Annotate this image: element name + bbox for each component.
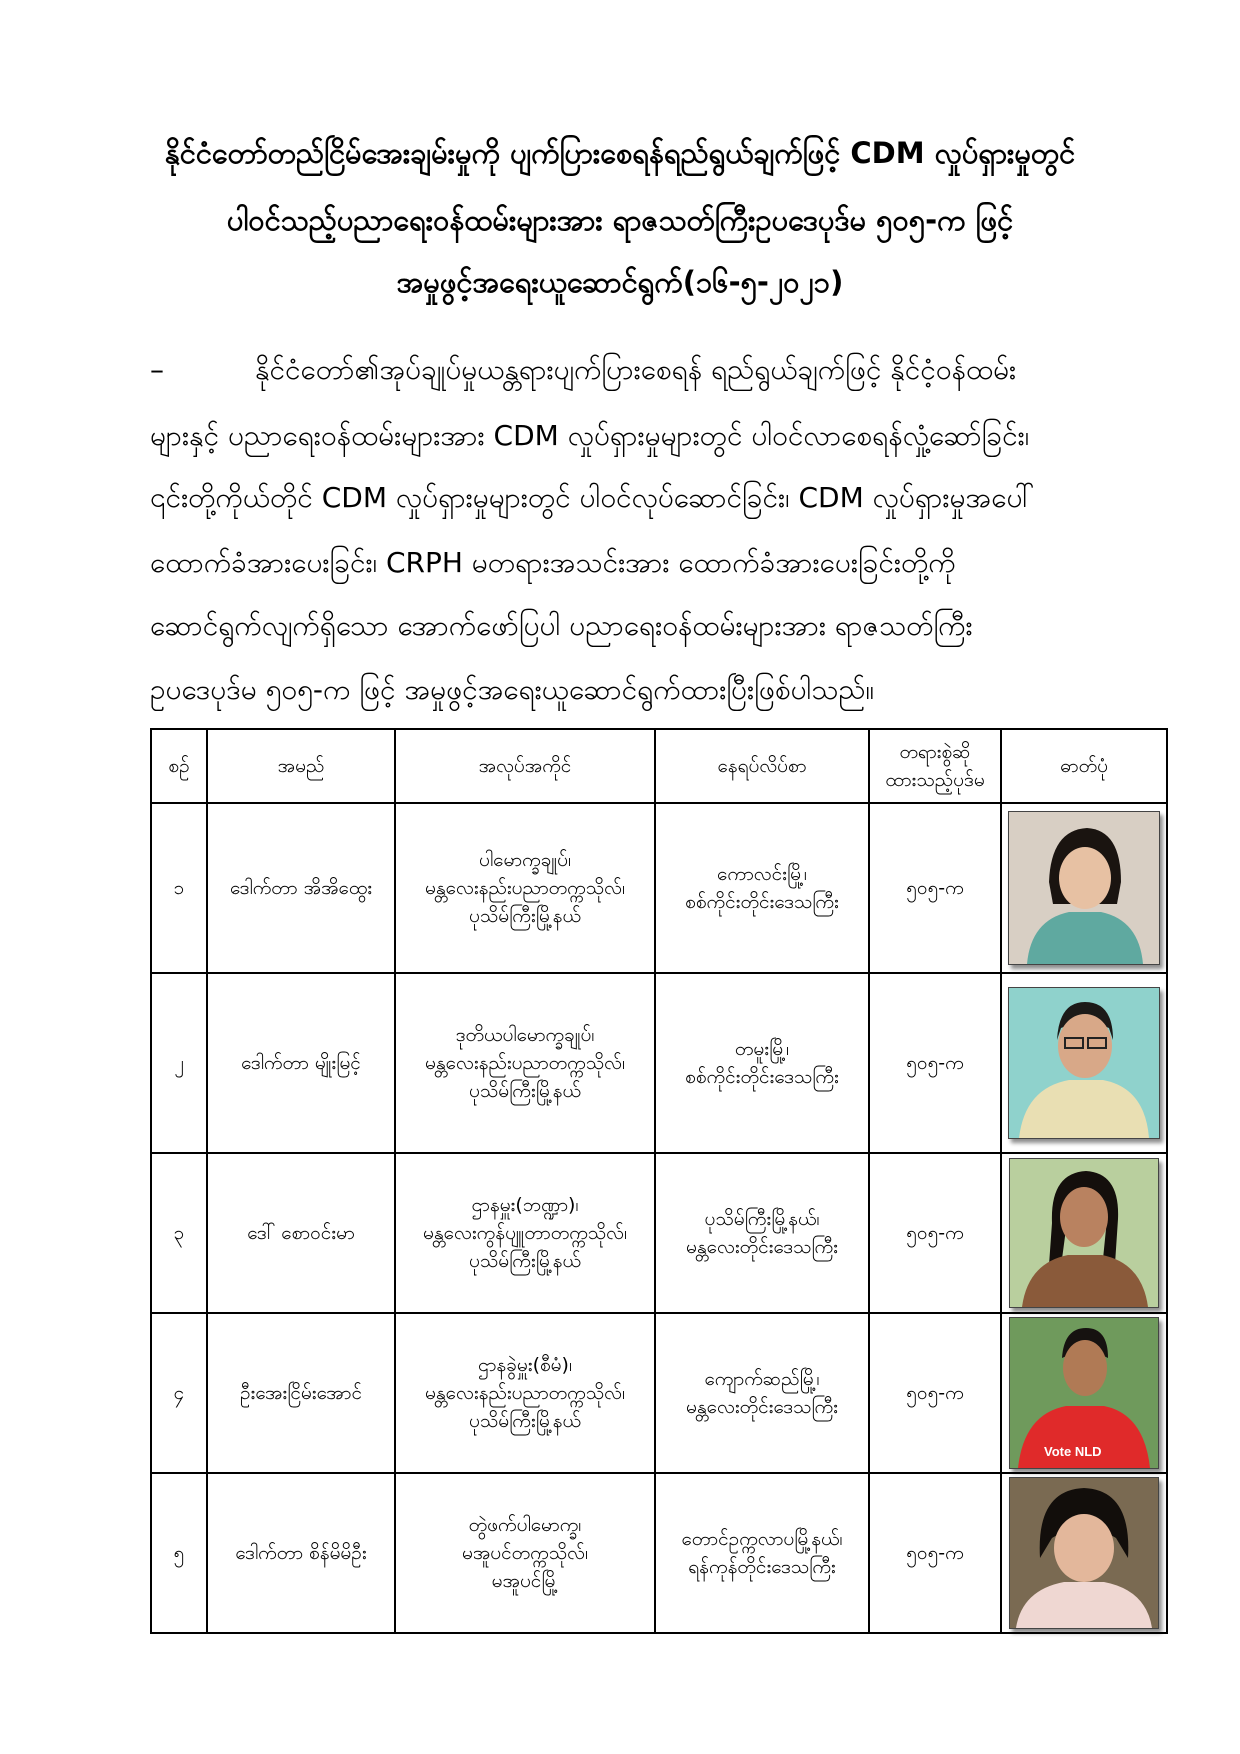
address-line: မန္တလေးတိုင်းဒေသကြီး bbox=[686, 1236, 838, 1258]
cell-position bbox=[395, 1153, 655, 1313]
position-line: ပုသိမ်ကြီးမြို့နယ် bbox=[469, 1410, 581, 1432]
cell-address bbox=[655, 1473, 869, 1633]
cell-name: ဦးအေးငြိမ်းအောင် bbox=[207, 1313, 395, 1473]
intro-dash: – bbox=[150, 353, 164, 386]
position-line: ဒုတိယပါမောက္ခချုပ်၊ bbox=[455, 1024, 595, 1046]
header-section bbox=[869, 729, 1001, 803]
cell-photo bbox=[1001, 1313, 1167, 1473]
header-name: အမည် bbox=[207, 729, 395, 803]
address-line: မန္တလေးတိုင်းဒေသကြီး bbox=[686, 1396, 838, 1418]
cell-no: ၄ bbox=[151, 1313, 207, 1473]
cell-photo bbox=[1001, 1473, 1167, 1633]
address-line: ကျောက်ဆည်မြို့၊ bbox=[704, 1368, 820, 1390]
paragraph-line-4: ထောက်ခံအားပေးခြင်း၊ CRPH မတရားအသင်းအား ထောက်ခံအားပေးခြင်းတို့ကို bbox=[150, 546, 956, 579]
address-line: တောင်ဥက္ကလာပမြို့နယ်၊ bbox=[681, 1528, 843, 1550]
photo-face bbox=[1059, 847, 1111, 909]
cell-name: ဒေါ် စောဝင်းမာ bbox=[207, 1153, 395, 1313]
cell-address bbox=[655, 1313, 869, 1473]
cell-section: ၅၀၅-က bbox=[869, 1153, 1001, 1313]
position-line: မအူပင်တက္ကသိုလ်၊ bbox=[462, 1542, 588, 1564]
position-line: ဌာနခွဲမှူး(စီမံ)၊ bbox=[478, 1354, 572, 1376]
header-no: စဉ် bbox=[151, 729, 207, 803]
cell-position bbox=[395, 1313, 655, 1473]
cell-no: ၂ bbox=[151, 973, 207, 1153]
address-line: ရန်ကုန်တိုင်းဒေသကြီး bbox=[688, 1556, 836, 1578]
position-line: မန္တလေးနည်းပညာတက္ကသိုလ်၊ bbox=[425, 877, 625, 899]
cell-address bbox=[655, 803, 869, 973]
page-title-line-3: အမှုဖွင့်အရေးယူဆောင်ရွက်(၁၆-၅-၂၀၂၁) bbox=[396, 265, 844, 299]
cell-no: ၁ bbox=[151, 803, 207, 973]
position-line: ပုသိမ်ကြီးမြို့နယ် bbox=[469, 1080, 581, 1102]
table-row bbox=[151, 1473, 1167, 1633]
address-line: စစ်ကိုင်းတိုင်းဒေသကြီး bbox=[685, 891, 839, 913]
position-line: ဌာနမှူး(ဘဏ္ဍာ)၊ bbox=[471, 1194, 579, 1216]
cell-section: ၅၀၅-က bbox=[869, 973, 1001, 1153]
position-line: မန္တလေးနည်းပညာတက္ကသိုလ်၊ bbox=[425, 1382, 625, 1404]
cell-no: ၃ bbox=[151, 1153, 207, 1313]
cell-photo bbox=[1001, 1153, 1167, 1313]
paragraph-line-5: ဆောင်ရွက်လျက်ရှိသော အောက်ဖော်ပြပါ ပညာရေးဝန်ထမ်းများအား ရာဇသတ်ကြီး bbox=[150, 609, 973, 642]
photo-face bbox=[1063, 1340, 1107, 1396]
paragraph-line-3: ၎င်းတို့ကိုယ်တိုင် CDM လှုပ်ရှားမှုများတွင် ပါဝင်လုပ်ဆောင်ခြင်း၊ CDM လှုပ်ရှားမှုအပေါ် bbox=[150, 481, 1036, 514]
cell-section: ၅၀၅-က bbox=[869, 803, 1001, 973]
header-section-line-1: တရားစွဲဆို bbox=[899, 741, 971, 763]
portrait-photo bbox=[1009, 1317, 1159, 1469]
cell-name: ဒေါက်တာ မျိုးမြင့် bbox=[207, 973, 395, 1153]
table-row bbox=[151, 973, 1167, 1153]
address-line: စစ်ကိုင်းတိုင်းဒေသကြီး bbox=[685, 1066, 839, 1088]
header-address: နေရပ်လိပ်စာ bbox=[655, 729, 869, 803]
page-title-line-2: ပါဝင်သည့်ပညာရေးဝန်ထမ်းများအား ရာဇသတ်ကြီးဥပဒေပုဒ်မ ၅၀၅-က ဖြင့် bbox=[226, 203, 1014, 237]
cell-position bbox=[395, 1473, 655, 1633]
position-line: ပုသိမ်ကြီးမြို့နယ် bbox=[469, 1250, 581, 1272]
cell-address bbox=[655, 973, 869, 1153]
accused-staff-table bbox=[150, 728, 1168, 1634]
cell-photo bbox=[1001, 803, 1167, 973]
portrait-photo bbox=[1009, 1477, 1159, 1629]
photo-face bbox=[1054, 1514, 1114, 1582]
header-position: အလုပ်အကိုင် bbox=[395, 729, 655, 803]
paragraph-line-1: နိုင်ငံတော်၏အုပ်ချုပ်မှုယန္တရားပျက်ပြားစေရန် ရည်ရွယ်ချက်ဖြင့် နိုင်ငံ့ဝန်ထမ်း bbox=[255, 353, 1017, 386]
position-line: မန္တလေးကွန်ပျူတာတက္ကသိုလ်၊ bbox=[423, 1222, 627, 1244]
position-line: မန္တလေးနည်းပညာတက္ကသိုလ်၊ bbox=[425, 1052, 625, 1074]
address-line: ပုသိမ်ကြီးမြို့နယ်၊ bbox=[704, 1208, 820, 1230]
cell-name: ဒေါက်တာ အိအိထွေး bbox=[207, 803, 395, 973]
portrait-photo bbox=[1008, 987, 1160, 1139]
cell-photo bbox=[1001, 973, 1167, 1153]
cell-position bbox=[395, 803, 655, 973]
paragraph-line-2: များနှင့် ပညာရေးဝန်ထမ်းများအား CDM လှုပ်ရှားမှုများတွင် ပါဝင်လာစေရန်လှုံ့ဆော်ခြင်း၊ bbox=[150, 419, 1030, 452]
page-title-line-1: နိုင်ငံတော်တည်ငြိမ်အေးချမ်းမှုကို ပျက်ပြားစေရန်ရည်ရွယ်ချက်ဖြင့် CDM လှုပ်ရှားမှုတွင် bbox=[164, 136, 1076, 170]
position-line: မအူပင်မြို့ bbox=[491, 1570, 559, 1592]
cell-section: ၅၀၅-က bbox=[869, 1473, 1001, 1633]
position-line: တွဲဖက်ပါမောက္ခ၊ bbox=[468, 1514, 582, 1536]
address-line: ကောလင်းမြို့၊ bbox=[717, 863, 807, 885]
cell-position bbox=[395, 973, 655, 1153]
table-row bbox=[151, 1153, 1167, 1313]
paragraph-line-6: ဥပဒေပုဒ်မ ၅၀၅-က ဖြင့် အမှုဖွင့်အရေးယူဆောင်ရွက်ထားပြီးဖြစ်ပါသည်။ bbox=[150, 673, 875, 706]
cell-section: ၅၀၅-က bbox=[869, 1313, 1001, 1473]
position-line: ပုသိမ်ကြီးမြို့နယ် bbox=[469, 905, 581, 927]
photo-face bbox=[1058, 1014, 1112, 1078]
address-line: တမူးမြို့၊ bbox=[734, 1038, 790, 1060]
cell-name: ဒေါက်တာ စိန်မိမိဦး bbox=[207, 1473, 395, 1633]
photo-shirt-text: Vote NLD bbox=[1044, 1444, 1102, 1459]
table-row bbox=[151, 803, 1167, 973]
cell-no: ၅ bbox=[151, 1473, 207, 1633]
table-header-row bbox=[151, 729, 1167, 803]
portrait-photo bbox=[1009, 1158, 1159, 1308]
portrait-photo bbox=[1008, 811, 1160, 965]
cell-address bbox=[655, 1153, 869, 1313]
position-line: ပါမောက္ခချုပ်၊ bbox=[479, 849, 571, 871]
header-photo: ဓာတ်ပုံ bbox=[1001, 729, 1167, 803]
photo-face bbox=[1060, 1187, 1108, 1247]
header-section-line-2: ထားသည့်ပုဒ်မ bbox=[885, 769, 985, 791]
table-row bbox=[151, 1313, 1167, 1473]
